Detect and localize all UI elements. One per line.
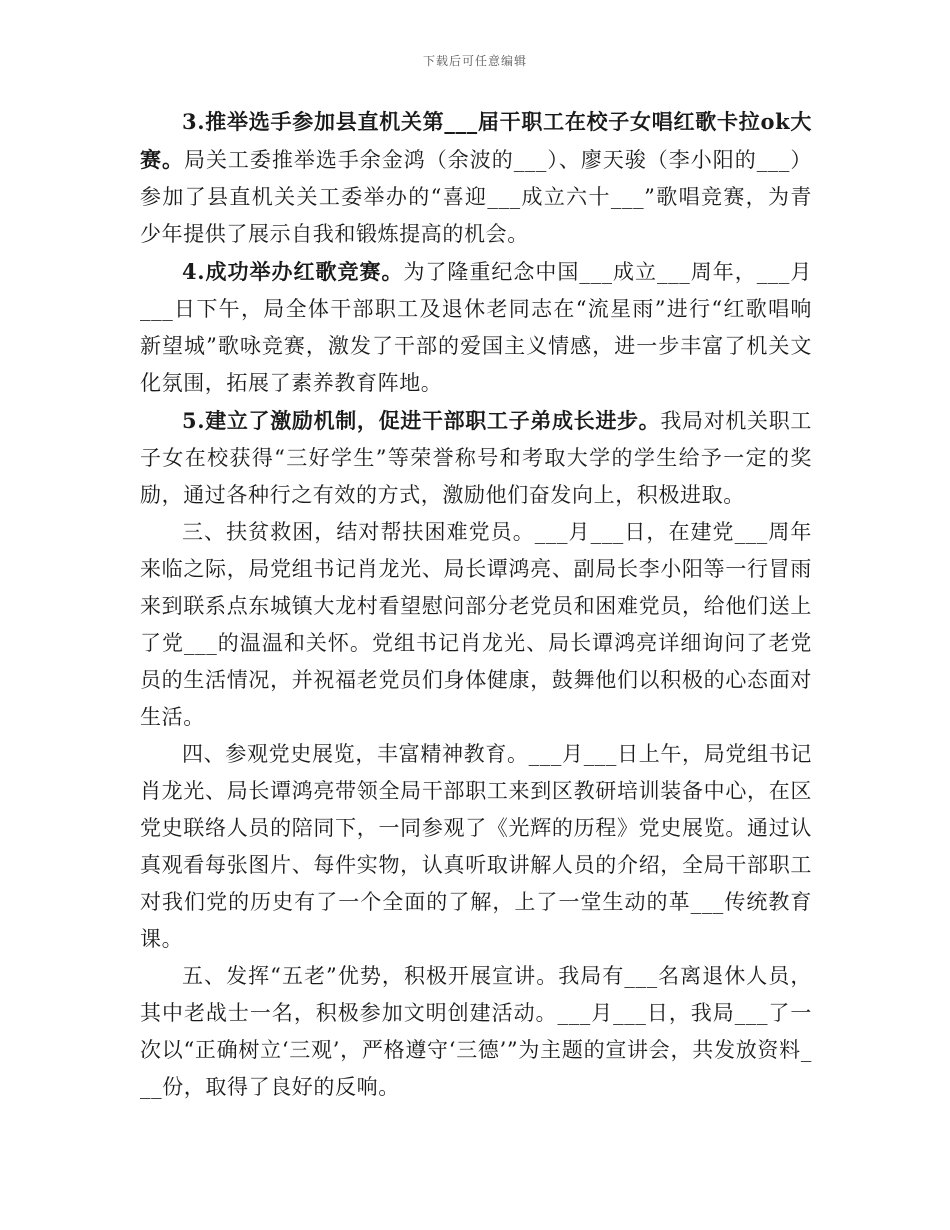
paragraph-text: 为了隆重纪念中国___成立___周年，___月___日下午，局全体干部职工及退休老同志在“流星雨”进行“红歌唱响新望城”歌咏竞赛，激发了干部的爱国主义情感，进一步丰富了机关文化氛围，拓展了素养教育阵地。 xyxy=(140,260,812,395)
paragraph-party-history-exhibition xyxy=(140,736,812,958)
paragraph-lead: 5.建立了激励机制，促进干部职工子弟成长进步。 xyxy=(182,408,661,433)
paragraph-lead: 4.成功举办红歌竞赛。 xyxy=(182,259,404,284)
paragraph-text: 局关工委推举选手余金鸿（余波的___）、廖天骏（李小阳的___）参加了县直机关关工委举办的“喜迎___成立六十___”歌唱竞赛，为青少年提供了展示自我和锻炼提高的机会。 xyxy=(140,148,812,246)
paragraph-lead: 3.推举选手参加县直机关第___届干职工在校子女唱红歌卡拉ok大赛。 xyxy=(140,109,812,172)
paragraph-text: 我局对机关职工子女在校获得“三好学生”等荣誉称号和考取大学的学生给予一定的奖励，通过各种行之有效的方式，激励他们奋发向上，积极进取。 xyxy=(140,409,812,507)
document-body xyxy=(140,103,812,1106)
paragraph-five-elders-lectures xyxy=(140,958,812,1106)
page-header: 下载后可任意编辑 xyxy=(422,54,527,68)
paragraph-text: 三、扶贫救困，结对帮扶困难党员。___月___日，在建党___周年来临之际，局党组书记肖龙光、局长谭鸿亮、副局长李小阳等一行冒雨来到联系点东城镇大龙村看望慰问部分老党员和困难党员，给他们送上了党___的温温和关怀。党组书记肖龙光、局长谭鸿亮详细询问了老党员的生活情况，并祝福老党员们身体健康，鼓舞他们以积极的心态面对生活。 xyxy=(140,520,812,729)
paragraph-poverty-relief xyxy=(140,514,812,736)
paragraph-text: 五、发挥“五老”优势，积极开展宣讲。我局有___名离退休人员，其中老战士一名，积极参加文明创建活动。___月___日，我局___了一次以“正确树立‘三观’，严格遵守‘三德’”为主题的宣讲会，共发放资料___份，取得了良好的反响。 xyxy=(140,964,812,1099)
paragraph-red-song-contest xyxy=(140,253,812,402)
paragraph-incentive-mechanism xyxy=(140,402,812,514)
paragraph-recommend-singers xyxy=(140,103,812,253)
paragraph-text: 四、参观党史展览，丰富精神教育。___月___日上午，局党组书记肖龙光、局长谭鸿亮带领全局干部职工来到区教研培训装备中心，在区党史联络人员的陪同下，一同参观了《光辉的历程》党史展览。通过认真观看每张图片、每件实物，认真听取讲解人员的介绍，全局干部职工对我们党的历史有了一个全面的了解，上了一堂生动的革___传统教育课。 xyxy=(140,742,812,951)
